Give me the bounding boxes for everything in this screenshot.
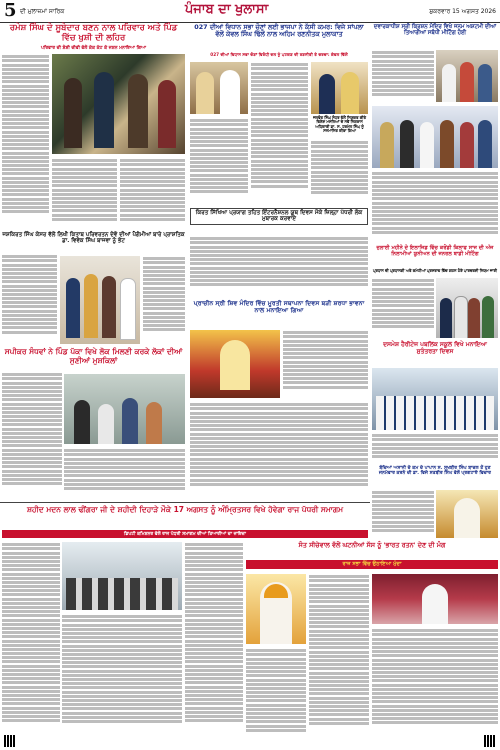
headline-story-8: ਸਪੀਕਰ ਸੰਧਵਾਂ ਨੇ ਪਿੰਡ ਪੱਕਾ ਵਿਖੇ ਲੋਕ ਮਿਲਣੀ ਕਰਕੇ ਲੋਕਾਂ ਦੀਆਂ ਸੁਣੀਆਂ ਮੁਸ਼ਕਿਲਾਂ — [4, 347, 183, 365]
story-9-text-1 — [283, 330, 368, 398]
issue-date: ਸ਼ੁਕਰਵਾਰ 15 ਅਗਸਤ 2026 — [429, 8, 496, 15]
subheadline-story-2: 027 ਦੀਆਂ ਵਿਧਾਨ ਸਭਾ ਚੋਣਾਂ ਵਿਰੋਧੀ ਦਲ ਨੂੰ ਪਟਕਣ ਦੀ ਰਣਨੀਤੀ ਤੇ ਚਰਚਾ: ਕੇਵਲ ਢਿੱਲੋਂ — [210, 52, 348, 57]
section-divider — [0, 502, 370, 503]
story-12-text-col-1 — [2, 542, 60, 742]
story-1-text-col-1 — [2, 54, 49, 229]
story-2-photo — [190, 62, 248, 114]
story-11-photo — [436, 490, 498, 538]
headline-story-4: ਜਲਵੰਤ ਸਿੰਘ ਸੰਧਰ ਵੱਲੋਂ ਨਿਯੁਕਤ ਕੀਤੇ ਵਿਸ਼ੇਸ਼ ਮਸਲਿਆਂ ਦੇ ਨਵੇਂ ਨਿਗਰਾਨ ਅਧਿਕਾਰੀ ਡਾ. ਸ. ਹਰਮੇਲ ਸਿੰਘ ਨੂੰ ਸਨਮਾਨਿਤ ਕੀਤਾ ਗਿਆ — [313, 115, 366, 134]
newspaper-title: ਪੰਜਾਬ ਦਾ ਖੁਲਾਸਾ — [185, 2, 269, 17]
story-8-photo — [64, 374, 185, 444]
story-4-text — [311, 140, 368, 203]
story-6-text — [372, 171, 498, 243]
subheadline-story-1: ਪਰਿਵਾਰ ਦੀ ਸ਼ੋਸ਼ੀ ਦੀਵੀ ਵੱਲੋਂ ਕੇਕ ਕੱਟ ਕੇ ਜਸ਼ਨ ਮਨਾਇਆ ਗਿਆ — [41, 46, 146, 51]
story-3-photo — [436, 50, 498, 102]
headline-story-2: 027 ਦੀਆਂ ਵਿਧਾਨ ਸਭਾ ਚੋਣਾਂ ਲਈ ਭਾਜਪਾ ਨੇ ਕੱਸੀ ਕਮਰ: ਵਿਜੇ ਸਾਂਪਲਾ ਵੱਲੋਂ ਕੇਵਲ ਸਿੰਘ ਢਿੱਲੋਂ ਨਾਲ ਅਹਿਮ ਰਣਨੀਤਕ ਮੁਲਾਕਾਤ — [194, 23, 364, 39]
story-12-text-col-3 — [185, 542, 243, 742]
story-1-photo — [52, 54, 185, 154]
qr-code-icon — [484, 735, 496, 747]
story-2-text-col-2 — [251, 62, 308, 203]
qr-code-icon — [4, 735, 16, 747]
story-1-text-col-3 — [120, 158, 185, 230]
story-14-photo — [60, 256, 140, 344]
story-3-text-col-1 — [372, 50, 434, 102]
story-8-text-col-2 — [64, 448, 185, 496]
story-13-photo-2 — [372, 574, 498, 624]
paper-name: ਦੀ ਮੁਲਾਜ਼ਮਾਂ ਸਾਰਿਕ — [20, 8, 65, 15]
story-10-text — [372, 433, 498, 463]
story-11-text — [372, 490, 434, 538]
headline-story-1: ਰਮੇਸ਼ ਸਿੰਘ ਦੇ ਸੂਬੇਦਾਰ ਬਣਨ ਨਾਲ ਪਰਿਵਾਰ ਅਤੇ ਪਿੰਡ ਵਿੱਚ ਖੁਸ਼ੀ ਦੀ ਲਹਿਰ — [9, 23, 178, 43]
story-13-text-col-2 — [309, 574, 369, 744]
story-8-text-col-1 — [2, 372, 62, 497]
story-10-photo — [372, 368, 498, 430]
story-12-photo — [62, 542, 182, 610]
headline-story-5: ਕਿਰਤ ਸਿੱਖਿਆ ਪ੍ਰਯਾਗ ਤਹਿਤ ਇੰਟਰਨੈਸ਼ਨਲ ਯੂਥ ਦਿਵਸ ਮੌਕੇ ਜ਼ਿਲ੍ਹਾ ਪੱਧਰੀ ਲੋਕ ਮੁਬਾਰਕ ਕਰਵਾਏ — [190, 208, 368, 225]
story-7-text — [372, 278, 434, 338]
masthead — [0, 0, 500, 23]
headline-story-12: ਸ਼ਹੀਦ ਮਦਨ ਲਾਲ ਢੀਂਗਰਾ ਜੀ ਦੇ ਸ਼ਹੀਦੀ ਦਿਹਾੜੇ ਮੌਕੇ 17 ਅਗਸਤ ਨੂੰ ਅੰਮ੍ਰਿਤਸਰ ਵਿਖੇ ਹੋਵੇਗਾ ਰਾਜ ਪੱਧਰੀ ਸਮਾਗਮ — [26, 505, 344, 514]
story-6-photo — [372, 106, 498, 168]
story-1-text-col-2 — [52, 158, 117, 230]
subheadline-story-7: ਪ੍ਰਧਾਨ ਦੀ ਪ੍ਰਧਾਨਗੀ ਅਤੇ ਕਮੇਟੀਆਂ ਪ੍ਰਸਤਾਵ ਵਿੱਚ ਗਠਨ ਹੋਏ ਪਾਰਦਰਸ਼ੀ ਨਿਯਮ ਜਾਰੀ — [373, 268, 497, 273]
story-2-text-col-1 — [190, 118, 248, 203]
story-5-text — [190, 236, 368, 296]
headline-story-3: ਦਵਾਰਕਾਧੀਸ਼ ਸ੍ਰੀ ਕ੍ਰਿਸ਼ਨ ਮੰਦਿਰ ਵਿਖੇ ਜਨਮ ਅਸ਼ਟਮੀ ਦੀਆਂ ਤਿਆਰੀਆਂ ਸਬੰਧੀ ਮੀਟਿੰਗ ਹੋਈ — [373, 24, 497, 37]
story-7-photo — [436, 278, 498, 338]
headline-story-13: ਸੰਤ ਸੀਚੇਵਾਲ ਵੱਲੋਂ ਘਟਨੀਆਂ ਸੱਸ ਨੂੰ 'ਭਾਰਤ ਰਤਨ' ਦੇਣ ਦੀ ਮੰਗ — [298, 541, 446, 549]
story-9-photo — [190, 330, 280, 398]
story-12-text-col-2 — [62, 614, 182, 742]
story-14-text-2 — [143, 256, 185, 344]
page-number: 5 — [4, 0, 17, 21]
story-9-text-2 — [190, 402, 368, 498]
story-13-text-col-1 — [246, 648, 306, 743]
subheadline-story-12-band: ਡਿਪਟੀ ਕਮਿਸ਼ਨਰ ਵੱਲੋਂ ਰਾਜ ਪੱਧਰੀ ਸਮਾਗਮ ਦੀਆਂ ਤਿਆਰੀਆਂ ਦਾ ਜਾਇਜ਼ਾ — [2, 530, 368, 538]
story-13-photo — [246, 574, 306, 644]
headline-story-10: ਦਸਮੇਸ਼ ਹੈਰੀਟੇਜ ਪਬਲਿਕ ਸਕੂਲ ਵਿਖੇ ਮਨਾਇਆ ਸੁਤੰਤਰਤਾ ਦਿਵਸ — [383, 341, 487, 355]
headline-story-7: ਜੁਲਾਈ ਮਹੀਨੇ ਦੇ ਇਲਾਜਿਡ ਵਿੱਚ ਕਰੋਂਡੀ ਕਿਲਾਫ ਸਾਜ ਦੀ ਅੱਜ ਨਿਲਾਮੀਆਂ ਯੂਨੀਅਨ ਦੀ ਜਨਰਲ ਬਾਡੀ ਮੀਟਿੰਗ — [376, 245, 494, 257]
story-13-band: ਰਾਜ ਸਭਾ ਵਿੱਚ ਉਠਾਇਆ ਮੁੱਦਾ — [246, 560, 498, 569]
story-13-text-col-3 — [372, 628, 498, 738]
story-14-text — [2, 254, 57, 344]
headline-story-9: ਪ੍ਰਾਚੀਨ ਸ੍ਰੀ ਸ਼ਿਵ ਮੰਦਿਰ ਵਿੱਚ ਮੂਰਤੀ ਸਥਾਪਨਾ ਦਿਵਸ ਬੜੀ ਸ਼ਰਧਾ ਭਾਵਨਾ ਨਾਲ ਮਨਾਇਆ ਗਿਆ — [193, 300, 365, 315]
story-4-photo — [311, 62, 368, 114]
headline-story-11: ਬੱਚਿਆਂ ਅਸਾਨੀ ਦੇ ਕਮ ਦੇ ਪਾਪਾਨ ਸ. ਸੁਖਬੀਰ ਸਿੰਘ ਬਾਦਲ ਤੋਂ ਹੁਣ ਜਨਮੇਵਾਰ ਕਰਨੇ ਦੀ ਡਾ. ਵਿਜੇ ਸਤਬੀਰ ਸਿੰਘ ਵੱਲੋਂ ਪ੍ਰਗਟਾਏ ਵਿਚਾਰ — [379, 466, 491, 477]
headline-story-14: ਜਸ਼ਕਿਰਤ ਸਿੰਘ ਕੇਸਰ ਵੱਲੋਂ ਲਿਖੀ ਕਿਤਾਬ ਪਰਿਵਰਤਨ ਦੇਵੋ ਦੀਆਂ ਪੈਗੰਮੀਆਂ ਬਾਰੇ ਪ੍ਰਾਸ਼ਤਿਕ ਡਾ. ਵਿਵੇਕ ਸਿੰਘ ਬਾਜਵਾ ਨੂੰ ਭੇਟ — [2, 232, 185, 245]
